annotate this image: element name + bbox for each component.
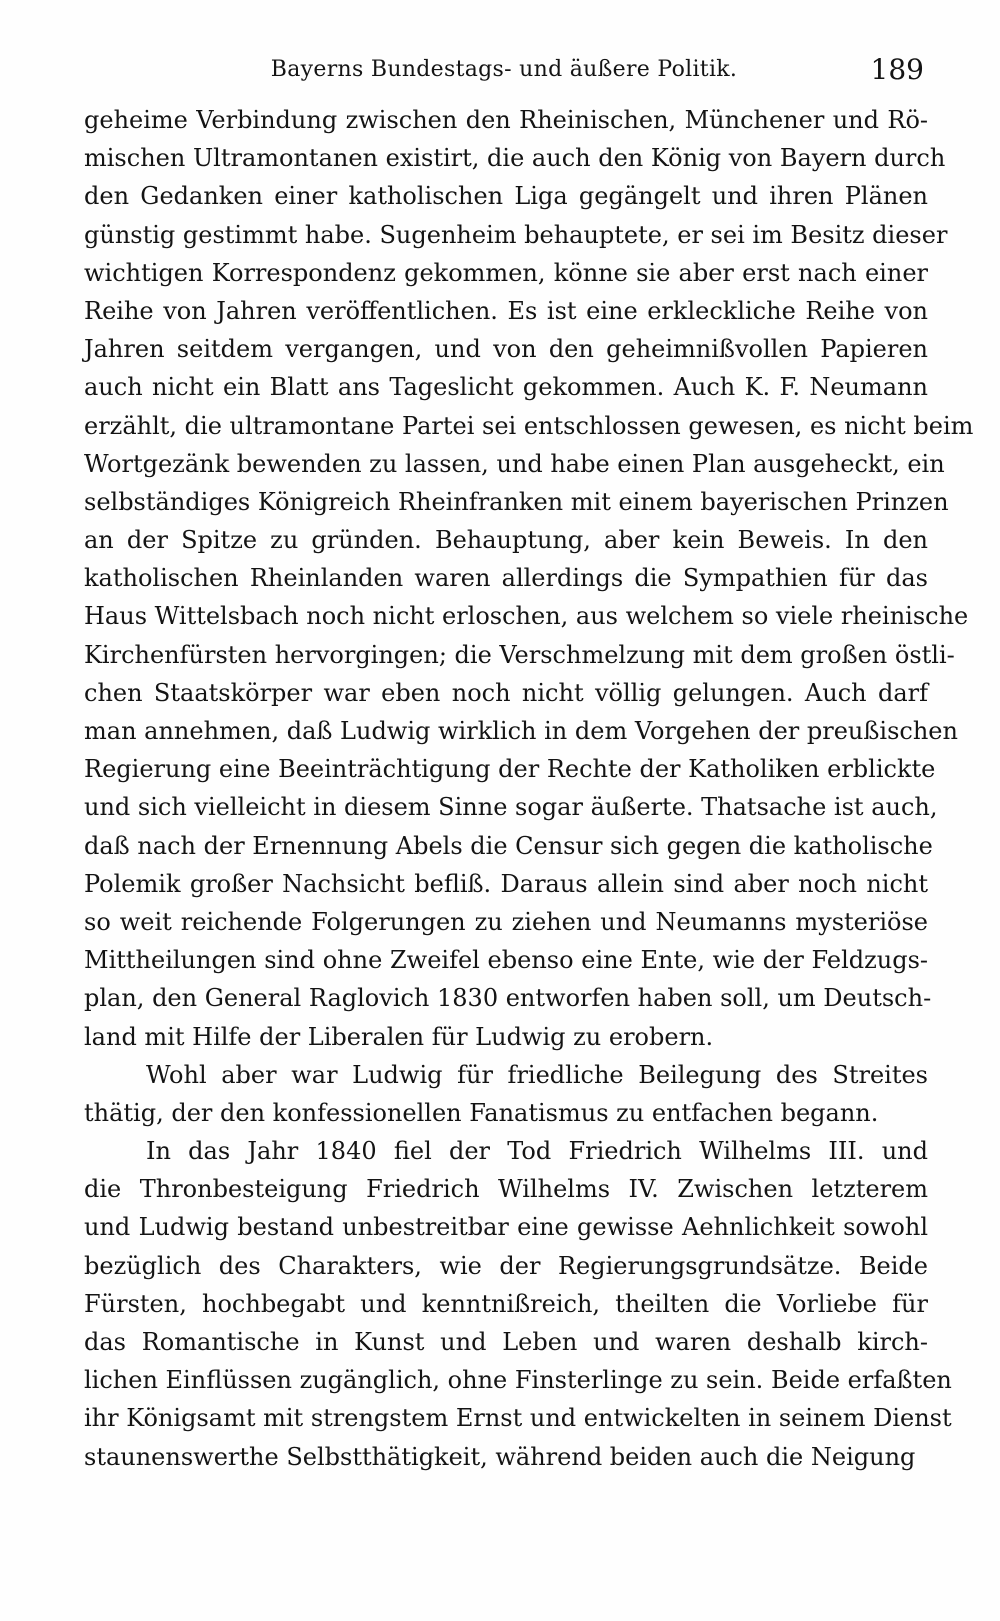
text-line: den Gedanken einer katholischen Liga gegängelt und ihren Plänen: [84, 182, 928, 211]
text-line: thätig, der den konfessionellen Fanatismus zu entfachen begann.: [84, 1098, 879, 1127]
text-line: land mit Hilfe der Liberalen für Ludwig zu erobern.: [84, 1022, 714, 1051]
text-line: chen Staatskörper war eben noch nicht völlig gelungen. Auch darf: [84, 678, 928, 707]
text-line: Wortgezänk bewenden zu lassen, und habe einen Plan ausgeheckt, ein: [84, 449, 945, 478]
text-line: Fürsten, hochbegabt und kenntnißreich, theilten die Vorliebe für: [84, 1289, 928, 1318]
text-line: bezüglich des Charakters, wie der Regierungsgrundsätze. Beide: [84, 1251, 928, 1280]
text-line: das Romantische in Kunst und Leben und waren deshalb kirch-: [84, 1328, 928, 1356]
text-line: Polemik großer Nachsicht befliß. Daraus allein sind aber noch nicht: [84, 869, 928, 898]
text-line: Haus Wittelsbach noch nicht erloschen, aus welchem so viele rheinische: [84, 602, 969, 631]
text-line: lichen Einflüssen zugänglich, ohne Finsterlinge zu sein. Beide erfaßten: [84, 1366, 952, 1395]
text-line: In das Jahr 1840 fiel der Tod Friedrich Wilhelms III. und: [146, 1137, 928, 1166]
text-line: an der Spitze zu gründen. Behauptung, aber kein Beweis. In den: [84, 526, 928, 555]
text-line: man annehmen, daß Ludwig wirklich in dem Vorgehen der preußischen: [84, 717, 958, 745]
text-line: Jahren seitdem vergangen, und von den geheimnißvollen Papieren: [84, 335, 928, 364]
text-line: staunenswerthe Selbstthätigkeit, während beiden auch die Neigung: [84, 1442, 916, 1471]
text-line: geheime Verbindung zwischen den Rheinischen, Münchener und Rö-: [84, 106, 928, 134]
text-line: Regierung eine Beeinträchtigung der Rechte der Katholiken erblickte: [84, 755, 936, 784]
page-number: 189: [870, 53, 924, 86]
running-head-title: Bayerns Bundestags- und äußere Politik.: [270, 57, 738, 82]
text-line: mischen Ultramontanen existirt, die auch den König von Bayern durch: [84, 144, 946, 173]
text-line: Mittheilungen sind ohne Zweifel ebenso eine Ente, wie der Feldzugs-: [84, 946, 928, 975]
running-head: [84, 50, 924, 90]
text-line: plan, den General Raglovich 1830 entworfen haben soll, um Deutsch-: [84, 984, 932, 1013]
paragraph-continued: [84, 101, 974, 1056]
text-line: und sich vielleicht in diesem Sinne sogar äußerte. Thatsache ist auch,: [84, 793, 938, 822]
text-line: erzählt, die ultramontane Partei sei entschlossen gewesen, es nicht beim: [84, 411, 974, 440]
paragraph-jahr-1840: [84, 1132, 952, 1476]
body-text: [84, 101, 974, 1476]
text-line: Reihe von Jahren veröffentlichen. Es ist eine erkleckliche Reihe von: [84, 296, 928, 325]
text-line: Kirchenfürsten hervorgingen; die Verschmelzung mit dem großen östli-: [84, 640, 955, 669]
text-line: katholischen Rheinlanden waren allerdings die Sympathien für das: [84, 564, 928, 593]
text-line: auch nicht ein Blatt ans Tageslicht gekommen. Auch K. F. Neumann: [84, 373, 928, 402]
text-line: selbständiges Königreich Rheinfranken mit einem bayerischen Prinzen: [84, 487, 949, 516]
text-line: daß nach der Ernennung Abels die Censur sich gegen die katholische: [84, 831, 933, 860]
paragraph-wohl-aber: [84, 1056, 928, 1132]
text-line: günstig gestimmt habe. Sugenheim behauptete, er sei im Besitz dieser: [84, 220, 948, 249]
text-line: wichtigen Korrespondenz gekommen, könne sie aber erst nach einer: [84, 258, 928, 287]
text-line: so weit reichende Folgerungen zu ziehen und Neumanns mysteriöse: [84, 907, 928, 936]
text-line: ihr Königsamt mit strengstem Ernst und entwickelten in seinem Dienst: [84, 1404, 952, 1433]
text-line: die Thronbesteigung Friedrich Wilhelms IV. Zwischen letzterem: [84, 1175, 928, 1204]
text-line: und Ludwig bestand unbestreitbar eine gewisse Aehnlichkeit sowohl: [84, 1213, 928, 1242]
text-line: Wohl aber war Ludwig für friedliche Beilegung des Streites: [146, 1060, 928, 1089]
